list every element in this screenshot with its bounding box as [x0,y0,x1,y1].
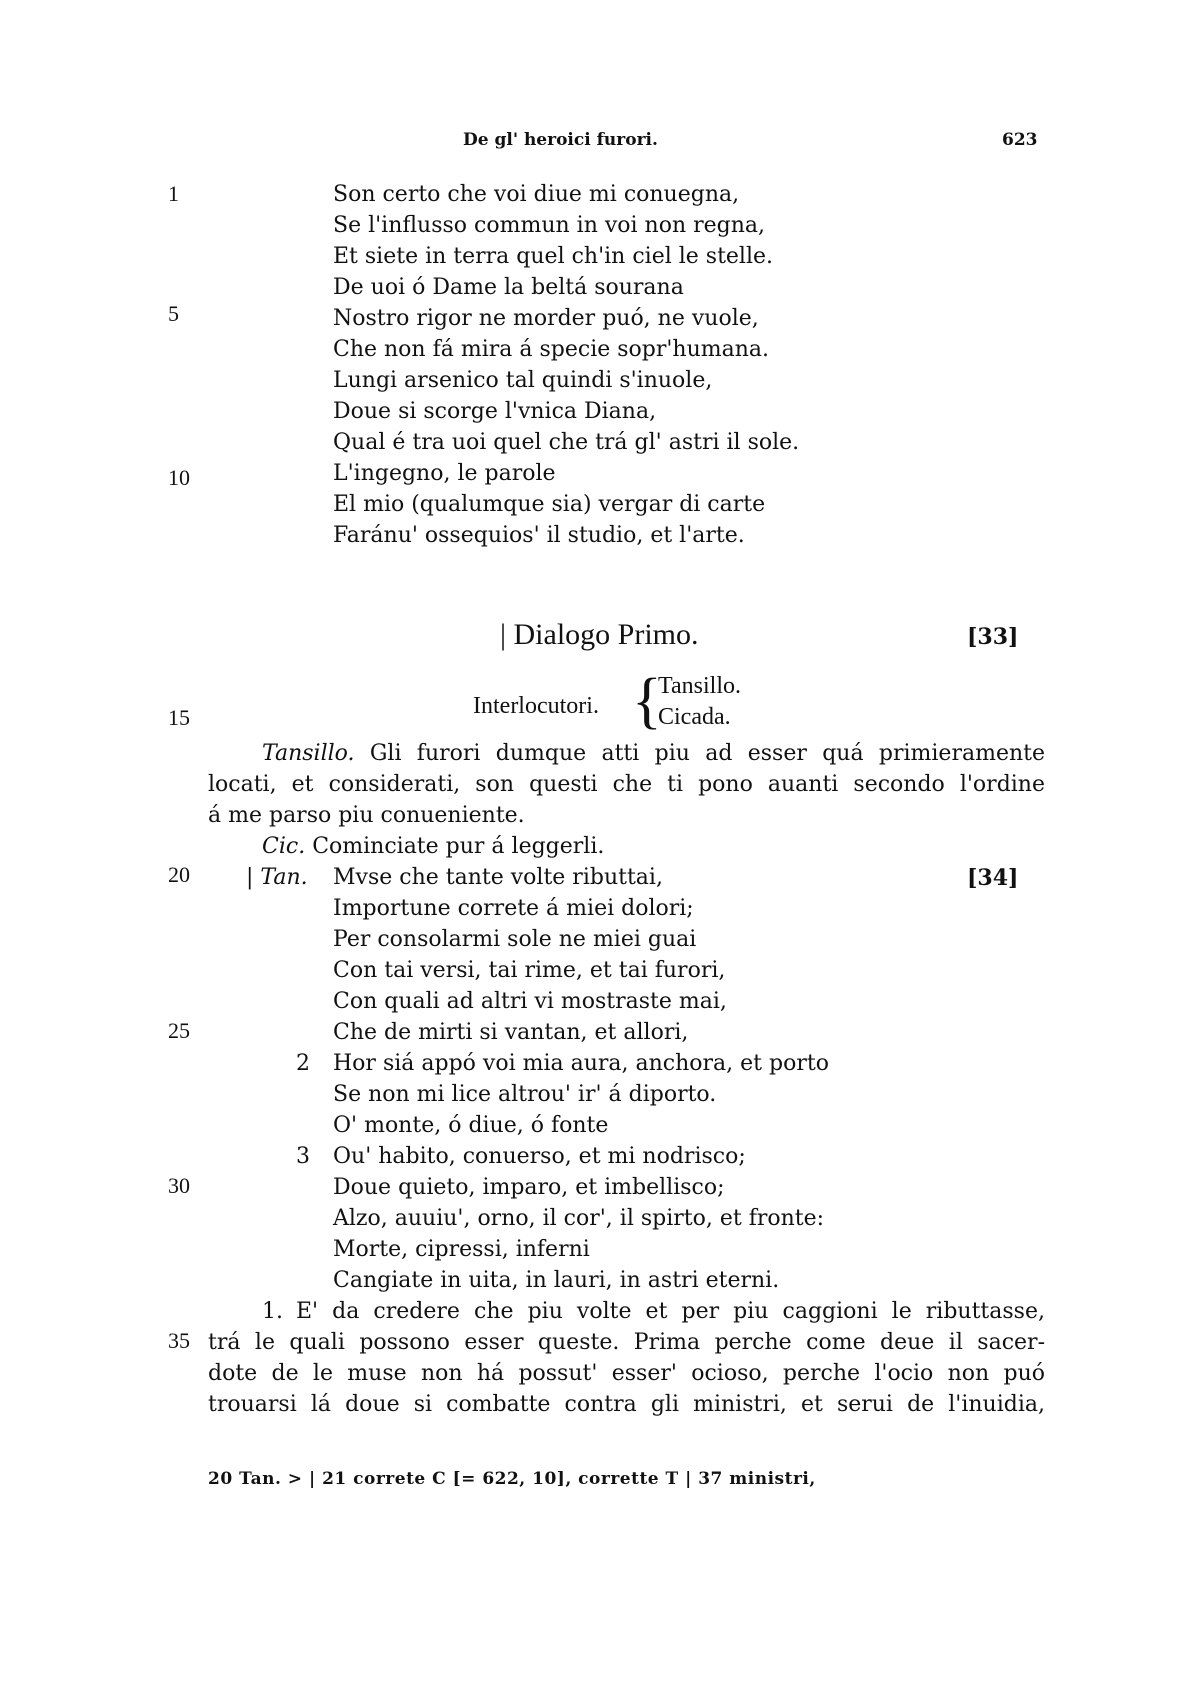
interlocutori-label: Interlocutori. [473,693,599,719]
sonnet-line: Mvse che tante volte ributtai, [333,865,663,890]
sonnet-line: Morte, cipressi, inferni [333,1237,590,1262]
commentary-line: dote de le muse non há possut' esser' ocioso, perche l'ocio non puó [208,1361,1045,1386]
margin-line-number: 35 [168,1328,190,1353]
page-reference: [34] [967,865,1019,891]
stanza-number: 2 [296,1051,310,1076]
poem-line: De uoi ó Dame la beltá sourana [333,275,684,300]
prose-line: locati, et considerati, son questi che ti pono auanti secondo l'ordine [208,772,1045,797]
sonnet-line: O' monte, ó diue, ó fonte [333,1113,609,1138]
brace-glyph: { [632,667,662,735]
running-title: De gl' heroici furori. [463,130,658,150]
sonnet-line: Importune correte á miei dolori; [333,896,694,921]
poem-line: L'ingegno, le parole [333,461,556,486]
poem-line: Et siete in terra quel ch'in ciel le stelle. [333,244,774,269]
commentary-line: E' da credere che piu volte et per piu caggioni le ributtasse, [296,1299,1045,1324]
poem-line: Qual é tra uoi quel che trá gl' astri il sole. [333,430,800,455]
poem-line: Che non fá mira á specie sopr'humana. [333,337,770,362]
interlocutor-name: Tansillo. [658,673,741,699]
margin-line-number: 10 [168,465,190,490]
page-number: 623 [1002,130,1038,150]
sonnet-line: Con quali ad altri vi mostraste mai, [333,989,727,1014]
interlocutor-name: Cicada. [658,704,731,730]
sonnet-line: Che de mirti si vantan, et allori, [333,1020,689,1045]
sonnet-line: Per consolarmi sole ne miei guai [333,927,697,952]
poem-line: Se l'influsso commun in voi non regna, [333,213,766,238]
sonnet-line: Alzo, auuiu', orno, il cor', il spirto, et fronte: [333,1206,825,1231]
poem-line: Doue si scorge l'vnica Diana, [333,399,657,424]
prose-text: Gli furori dumque atti piu ad esser quá primieramente [369,741,1045,766]
speaker-label: Cic. [262,834,306,859]
page-reference: [33] [967,624,1019,650]
prose-line [262,832,604,862]
poem-line: Faránu' ossequios' il studio, et l'arte. [333,523,745,548]
margin-line-number: 15 [168,705,190,730]
apparatus-footnote: 20 Tan. > | 21 correte C [= 622, 10], corrette T | 37 ministri, [208,1469,816,1489]
sonnet-line: Con tai versi, tai rime, et tai furori, [333,958,726,983]
speaker-marker: | Tan. [246,865,308,890]
dialogue-title: | Dialogo Primo. [500,618,699,651]
margin-line-number: 30 [168,1173,190,1198]
poem-line: Lungi arsenico tal quindi s'inuole, [333,368,713,393]
prose-line: á me parso piu conueniente. [208,803,525,828]
poem-line: Son certo che voi diue mi conuegna, [333,182,740,207]
prose-line [208,739,1045,769]
commentary-line: trouarsi lá doue si combatte contra gli ministri, et serui de l'inuidia, [208,1392,1045,1417]
poem-line: El mio (qualumque sia) vergar di carte [333,492,766,517]
sonnet-line: Ou' habito, conuerso, et mi nodrisco; [333,1144,746,1169]
sonnet-line: Cangiate in uita, in lauri, in astri eterni. [333,1268,780,1293]
commentary-line: trá le quali possono esser queste. Prima perche come deue il sacer- [208,1330,1045,1355]
margin-line-number: 25 [168,1018,190,1043]
prose-text: Cominciate pur á leggerli. [312,834,605,859]
margin-line-number: 1 [168,181,179,206]
speaker-label: Tansillo. [262,741,355,766]
poem-line: Nostro rigor ne morder puó, ne vuole, [333,306,759,331]
stanza-number: 3 [296,1144,310,1169]
margin-line-number: 5 [168,301,179,326]
commentary-number: 1. [262,1299,283,1324]
margin-line-number: 20 [168,862,190,887]
sonnet-line: Hor siá appó voi mia aura, anchora, et porto [333,1051,829,1076]
sonnet-line: Doue quieto, imparo, et imbellisco; [333,1175,725,1200]
sonnet-line: Se non mi lice altrou' ir' á diporto. [333,1082,717,1107]
